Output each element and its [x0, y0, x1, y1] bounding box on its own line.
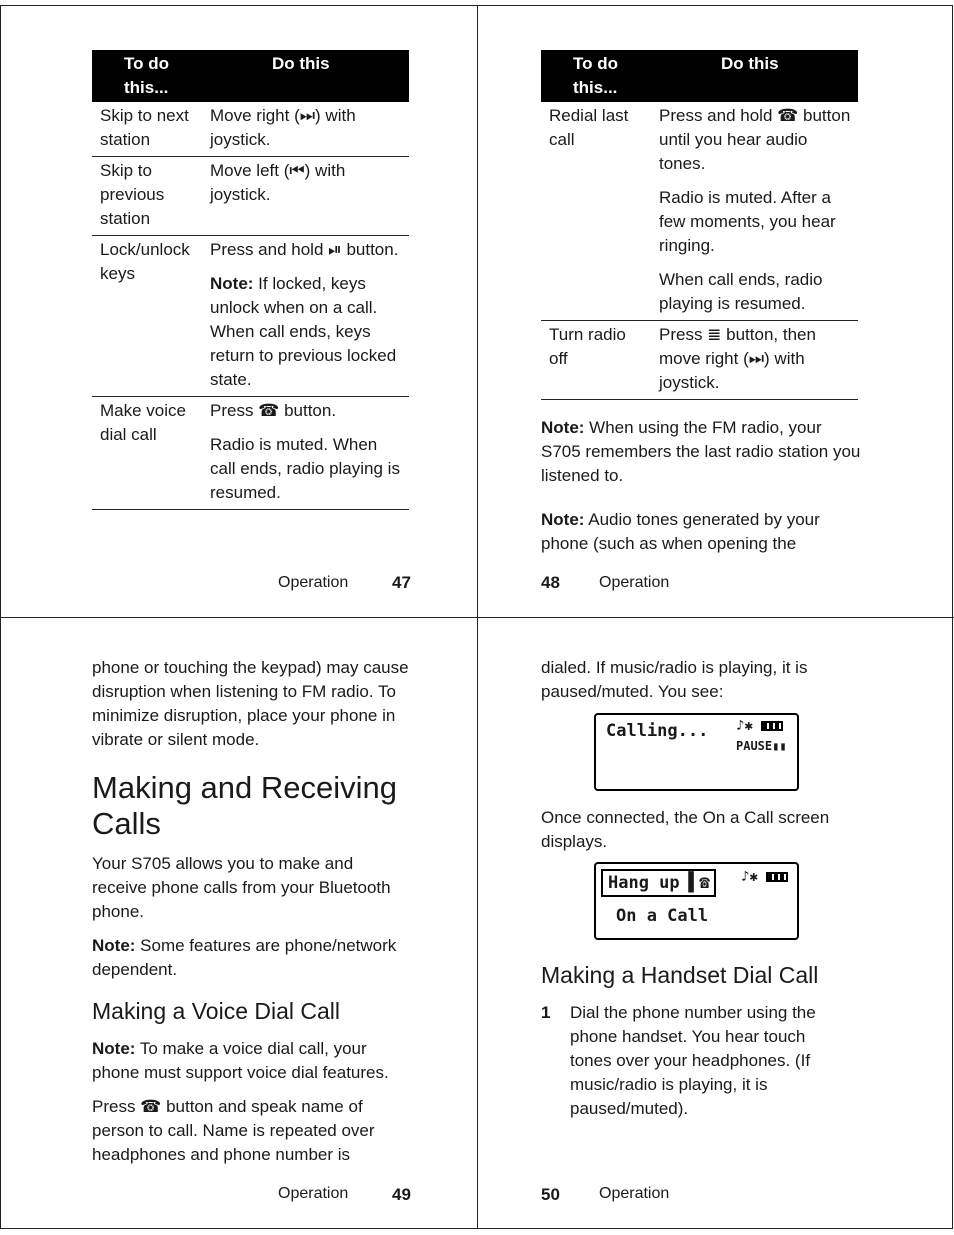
p50-footer: Operation	[599, 1185, 670, 1202]
header-do: Do this	[721, 54, 779, 73]
on-call-screen	[594, 862, 799, 940]
note-label: Note:	[541, 418, 585, 437]
row-do: Press ☎ button. Radio is muted. When call ends, radio playing is resumed.	[210, 401, 400, 502]
row-todo: Skip to previous station	[100, 161, 165, 228]
p48-footer: Operation	[599, 574, 670, 591]
subsection-heading: Making a Handset Dial Call	[541, 962, 819, 988]
p49-intro: phone or touching the keypad) may cause disruption when listening to FM radio. To minimize disruption, place your phone in vibrate or silent mode.	[92, 658, 409, 749]
p50-para: Once connected, the On a Call screen displays.	[541, 808, 830, 851]
row-todo: Turn radio off	[549, 325, 626, 368]
bluetooth-icon: ✱	[744, 718, 753, 734]
p47-footer: Operation	[278, 574, 349, 591]
table-row	[92, 102, 409, 157]
hang-up-softkey[interactable]	[601, 869, 716, 897]
note-label: Note:	[210, 274, 254, 293]
bluetooth-icon: ✱	[749, 869, 758, 885]
row-todo: Lock/unlock keys	[100, 240, 190, 283]
step-number: 1	[541, 1003, 551, 1022]
screen-title: Calling...	[606, 721, 709, 741]
status-icons	[736, 718, 783, 734]
p48-table	[541, 50, 858, 400]
p50-intro: dialed. If music/radio is playing, it is paused/muted. You see:	[541, 658, 808, 701]
battery-icon	[761, 721, 783, 731]
p47-page-number: 47	[392, 573, 411, 592]
p49-footer: Operation	[278, 1185, 349, 1202]
subsection-heading: Making a Voice Dial Call	[92, 998, 341, 1024]
step-list	[541, 1001, 841, 1121]
p47-table	[92, 50, 409, 510]
screen-title: On a Call	[616, 906, 709, 926]
row-do: Move right (⏭) with joystick.	[210, 106, 356, 149]
calling-screen	[594, 713, 799, 791]
section-heading: Making and Receiving Calls	[92, 770, 398, 841]
row-todo: Make voice dial call	[100, 401, 186, 444]
table-row	[541, 102, 858, 321]
table-header	[92, 50, 409, 102]
music-note-icon: ♪	[741, 869, 750, 885]
row-do: Press ≣ button, then move right (⏭) with joystick.	[659, 325, 816, 392]
signal-icon: ▮▮	[772, 739, 787, 753]
phone-icon: ▌☎	[688, 872, 710, 893]
row-do: Press and hold ☎ button until you hear audio tones. Radio is muted. After a few moments, you hear ringing. When call ends, radio playing is resumed.	[659, 106, 851, 313]
row-todo: Redial last call	[549, 106, 629, 149]
pause-indicator: PAUSE▮▮	[736, 739, 787, 753]
p48-page-number: 48	[541, 573, 560, 592]
table-row	[92, 397, 409, 510]
row-do: Move left (⏮) with joystick.	[210, 161, 346, 204]
p49-body: Your S705 allows you to make and receive phone calls from your Bluetooth phone. Note: Some features are phone/network dependent.	[92, 854, 397, 979]
note-label: Note:	[92, 1039, 136, 1058]
header-do: Do this	[272, 54, 330, 73]
status-icons	[741, 869, 788, 885]
music-note-icon: ♪	[736, 718, 745, 734]
note-label: Note:	[92, 936, 136, 955]
table-row	[541, 321, 858, 400]
softkey-label: Hang up	[608, 873, 680, 893]
list-item	[541, 1001, 841, 1121]
p50-page-number: 50	[541, 1185, 560, 1204]
p49-body2: Note: To make a voice dial call, your phone must support voice dial features. Press ☎ button and speak name of person to call. Name is repeated over headphones and phone number is	[92, 1039, 389, 1164]
row-do: Press and hold ⏯ button. Note: If locked, keys unlock when on a call. When call ends, keys return to previous locked state.	[210, 240, 399, 389]
battery-icon	[766, 872, 788, 882]
header-todo: To do this...	[573, 54, 618, 97]
step-text: Dial the phone number using the phone handset. You hear touch tones over your headphones. (If music/radio is playing, it is paused/muted).	[570, 1003, 816, 1118]
horizontal-divider	[0, 617, 954, 618]
table-row	[92, 157, 409, 236]
row-todo: Skip to next station	[100, 106, 189, 149]
p49-page-number: 49	[392, 1185, 411, 1204]
table-header	[541, 50, 858, 102]
note-label: Note:	[541, 510, 585, 529]
p48-notes: Note: When using the FM radio, your S705 remembers the last radio station you listened to. Note: Audio tones generated by your phone (such as when opening the	[541, 418, 861, 553]
table-row	[92, 236, 409, 397]
header-todo: To do this...	[124, 54, 169, 97]
